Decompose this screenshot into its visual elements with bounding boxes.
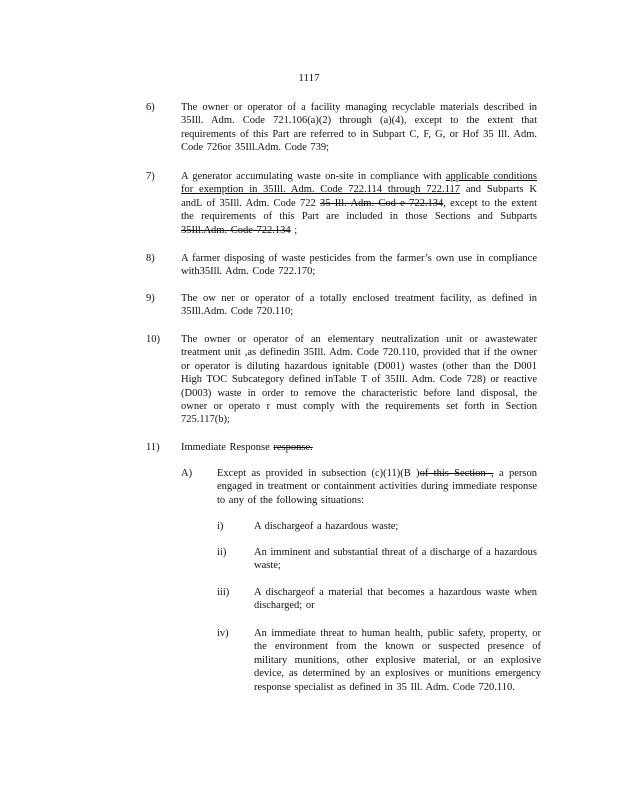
deleted-text: of this Section , — [419, 468, 494, 479]
text-segment: A generator accumulating waste on-site in compliance with — [181, 171, 442, 182]
item-text: The ow ner or operator of a totally enclosed treatment facility, as defined in 35Ill.Adm. Code 720.110; — [181, 293, 537, 318]
item-text — [181, 441, 537, 454]
text-segment: a person engaged in treatment or containment activities during immediate response to any of the following situations: — [217, 468, 538, 506]
item-number: 8) — [146, 253, 155, 264]
text-segment: Except as provided in subsection (c)(11)(B ) — [217, 468, 420, 479]
item-number: iv) — [217, 628, 229, 639]
deleted-text: 35 Ill. Adm. Cod e 722.134 — [320, 197, 444, 209]
item-text: The owner or operator of a facility managing recyclable materials described in 35Ill. Adm. Code 721.106(a)(2) through (a)(4), except to the extent that requirements of this Part are referred to in Subpart C, F, G, or Hof 35 Ill. Adm. Code 726or 35Ill.Adm. Code 739; — [181, 102, 537, 154]
item-text: An imminent and substantial threat of a discharge of a hazardous waste; — [254, 547, 537, 572]
item-number: A) — [181, 468, 193, 479]
text-segment: Immediate Response — [181, 442, 270, 453]
page-number: 1117 — [298, 72, 320, 84]
text-segment: ; — [294, 224, 298, 236]
item-text — [217, 467, 537, 507]
deleted-text: response. — [273, 442, 313, 453]
text-segment: , except to the extent the requirements of this Part are included in those Sections and Subparts — [181, 197, 537, 223]
item-number: 7) — [146, 171, 155, 182]
deleted-text: 35Ill.Adm. Code 722.134 — [181, 224, 291, 236]
item-text — [181, 170, 537, 237]
item-text: An immediate threat to human health, public safety, property, or the environment from the known or suspected presence of military munitions, other explosive material, or an explosive device, as determined by an explosives or munitions emergency response specialist as defined in 35 Ill. Adm. Code 720.110. — [254, 628, 541, 693]
text-segment: and Subparts K andL of 35Ill. Adm. Code 722 — [181, 184, 537, 209]
item-number: 9) — [146, 293, 155, 304]
item-text: A farmer disposing of waste pesticides from the farmer’s own use in compliance with35Ill. Adm. Code 722.170; — [181, 253, 537, 278]
item-number: i) — [217, 521, 224, 532]
inserted-text: applicable conditions for exemption in 35Ill. Adm. Code 722.114 through 722.117 — [181, 171, 537, 196]
item-number: iii) — [217, 587, 230, 598]
item-text: A dischargeof a material that becomes a hazardous waste when discharged; or — [254, 587, 537, 612]
item-number: 10) — [146, 334, 160, 345]
item-number: 6) — [146, 102, 155, 113]
item-number: 11) — [146, 442, 160, 453]
item-text: A dischargeof a hazardous waste; — [254, 521, 399, 532]
item-number: ii) — [217, 547, 227, 558]
item-text: The owner or operator of an elementary neutralization unit or awastewater treatment unit ,as definedin 35Ill. Adm. Code 720.110, provided that if the owner or operator is diluting hazardous ignitable (D001) wastes (other than the D001 High TOC Subcategory defined inTable T of 35Ill. Adm. Code 728) or reactive (D003) waste in order to remove the characteristic before land disposal, the owner or operato r must comply with the requirements set forth in Section 725.117(b); — [181, 334, 537, 426]
